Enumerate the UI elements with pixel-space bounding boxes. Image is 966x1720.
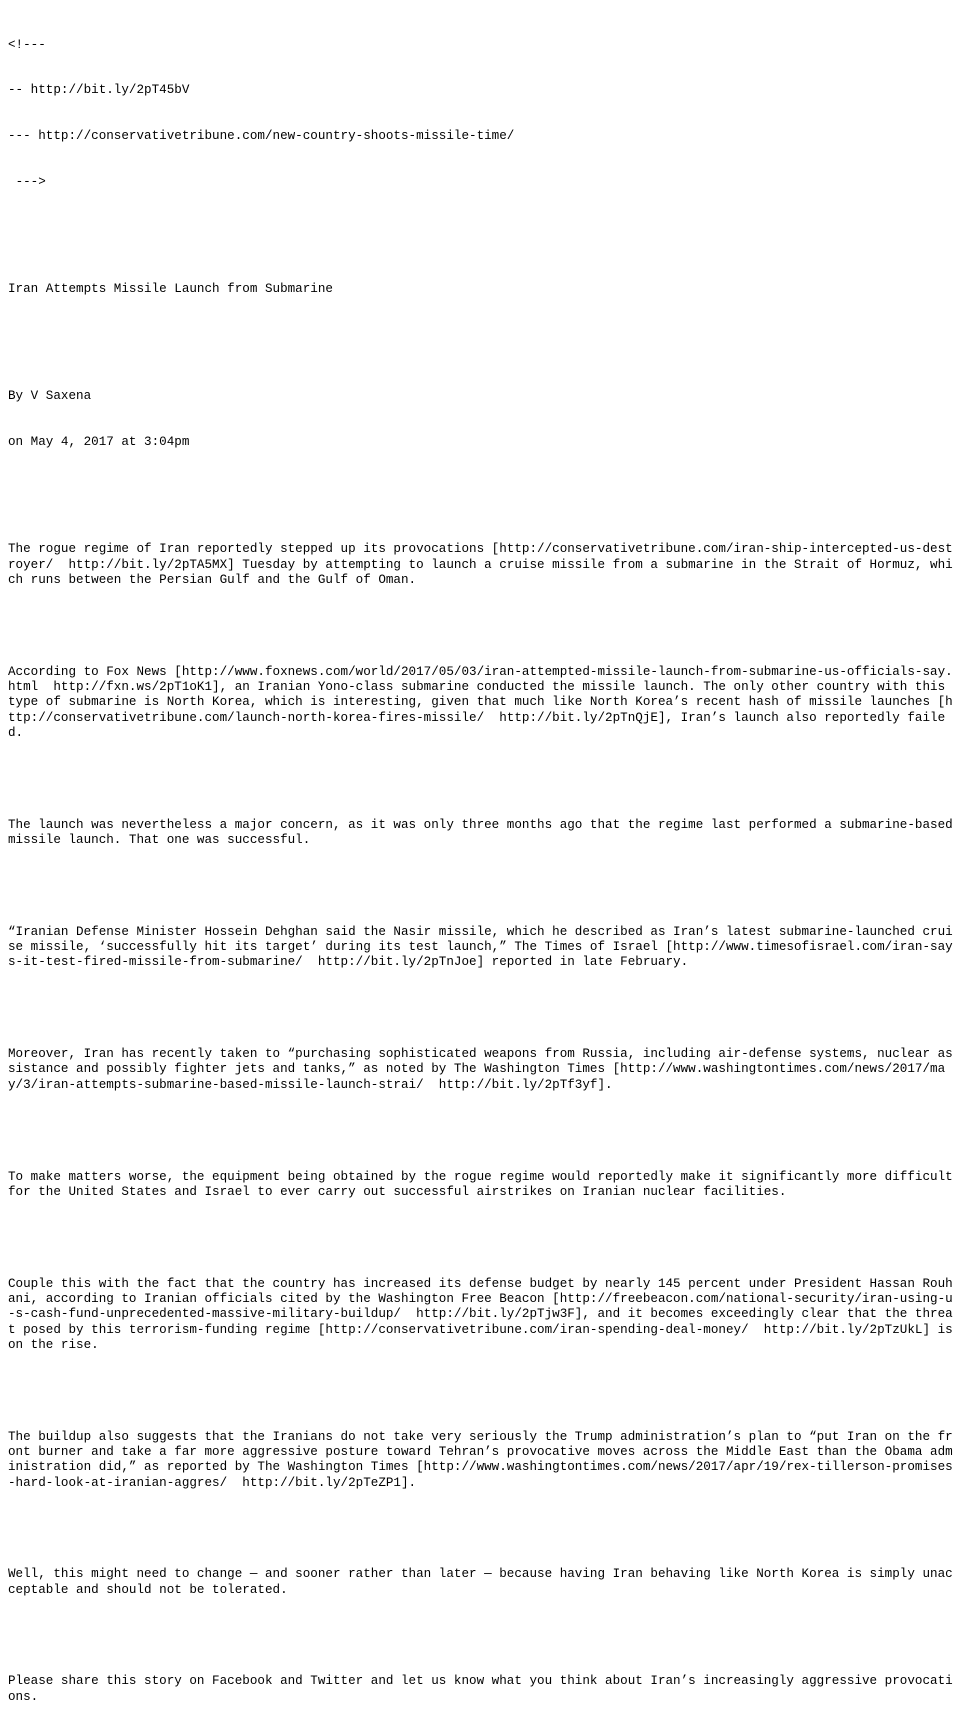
spacer <box>8 481 958 496</box>
spacer <box>8 772 958 787</box>
comment-line: -- http://bit.ly/2pT45bV <box>8 83 190 98</box>
spacer <box>8 1384 958 1399</box>
dateline: on May 4, 2017 at 3:04pm <box>8 435 190 450</box>
spacer <box>8 1124 958 1139</box>
spacer <box>8 221 958 236</box>
paragraph: The rogue regime of Iran reportedly stepped up its provocations [http://conservativetribune.com/iran-ship-intercepted-us-destroyer/ http://bit.ly/2pTA5MX] Tuesday by attempting to launch a cruise missile from a submarine in the Strait of Hormuz, which runs between the Persian Gulf and the Gulf of Oman. <box>8 542 953 587</box>
spacer <box>8 1521 958 1536</box>
paragraph: According to Fox News [http://www.foxnews.com/world/2017/05/03/iran-attempted-missile-launch-from-submarine-us-officials-say.html http://fxn.ws/2pT1oK1], an Iranian Yono-class submarine conducted the missile launch. The only other country with this type of submarine is North Korea, which is interesting, given that much like North Korea’s recent hash of missile launches [http://conservativetribune.com/launch-north-korea-fires-missile/ http://bit.ly/2pTnQjE], Iran’s launch also reportedly failed. <box>8 664 953 740</box>
paragraph: The buildup also suggests that the Iranians do not take very seriously the Trump administration’s plan to “put Iran on the front burner and take a far more aggressive posture toward Tehran’s provocative moves across the Middle East than the Obama administration did,” as reported by The Washington Times [http://www.washingtontimes.com/news/2017/apr/19/rex-tillerson-promises-hard-look-at-iranian-aggres/ http://bit.ly/2pTeZP1]. <box>8 1429 953 1490</box>
paragraph: To make matters worse, the equipment being obtained by the rogue regime would reportedly make it significantly more difficult for the United States and Israel to ever carry out successful airstrikes on Iranian nuclear facilities. <box>8 1169 961 1199</box>
spacer <box>8 328 958 343</box>
spacer <box>8 1001 958 1016</box>
paragraph: Well, this might need to change — and sooner rather than later — because having Iran behaving like North Korea is simply unacceptable and should not be tolerated. <box>8 1567 953 1597</box>
comment-line: ---> <box>8 175 46 190</box>
document-body <box>8 7 961 1720</box>
spacer <box>8 879 958 894</box>
spacer <box>8 1231 958 1246</box>
spacer <box>8 619 958 634</box>
paragraph: Moreover, Iran has recently taken to “purchasing sophisticated weapons from Russia, including air-defense systems, nuclear assistance and possibly fighter jets and tanks,” as noted by The Washington Times [http://www.washingtontimes.com/news/2017/may/3/iran-attempts-submarine-based-missile-launch-strai/ http://bit.ly/2pTf3yf]. <box>8 1047 953 1092</box>
paragraph: “Iranian Defense Minister Hossein Dehghan said the Nasir missile, which he described as Iran’s latest submarine-launched cruise missile, ‘successfully hit its target’ during its test launch,” The Times of Israel [http://www.timesofisrael.com/iran-says-it-test-fired-missile-from-submarine/ http://bit.ly/2pTnJoe] reported in late February. <box>8 924 953 970</box>
paragraph: Please share this story on Facebook and Twitter and let us know what you think about Iran’s increasingly aggressive provocations. <box>8 1674 953 1704</box>
spacer <box>8 1628 958 1643</box>
comment-line: <!--- <box>8 37 46 52</box>
comment-line: --- http://conservativetribune.com/new-country-shoots-missile-time/ <box>8 129 515 144</box>
byline: By V Saxena <box>8 389 92 404</box>
paragraph: Couple this with the fact that the country has increased its defense budget by nearly 145 percent under President Hassan Rouhani, according to Iranian officials cited by the Washington Free Beacon [http://freebeacon.com/national-security/iran-using-u-s-cash-fund-unprecedented-massive-military-buildup/ http://bit.ly/2pTjw3F], and it becomes exceedingly clear that the threat posed by this terrorism-funding regime [http://conservativetribune.com/iran-spending-deal-money/ http://bit.ly/2pTzUkL] is on the rise. <box>8 1276 961 1352</box>
paragraph: The launch was nevertheless a major concern, as it was only three months ago that the regime last performed a submarine-based missile launch. That one was successful. <box>8 817 961 848</box>
article-title: Iran Attempts Missile Launch from Submarine <box>8 282 333 297</box>
